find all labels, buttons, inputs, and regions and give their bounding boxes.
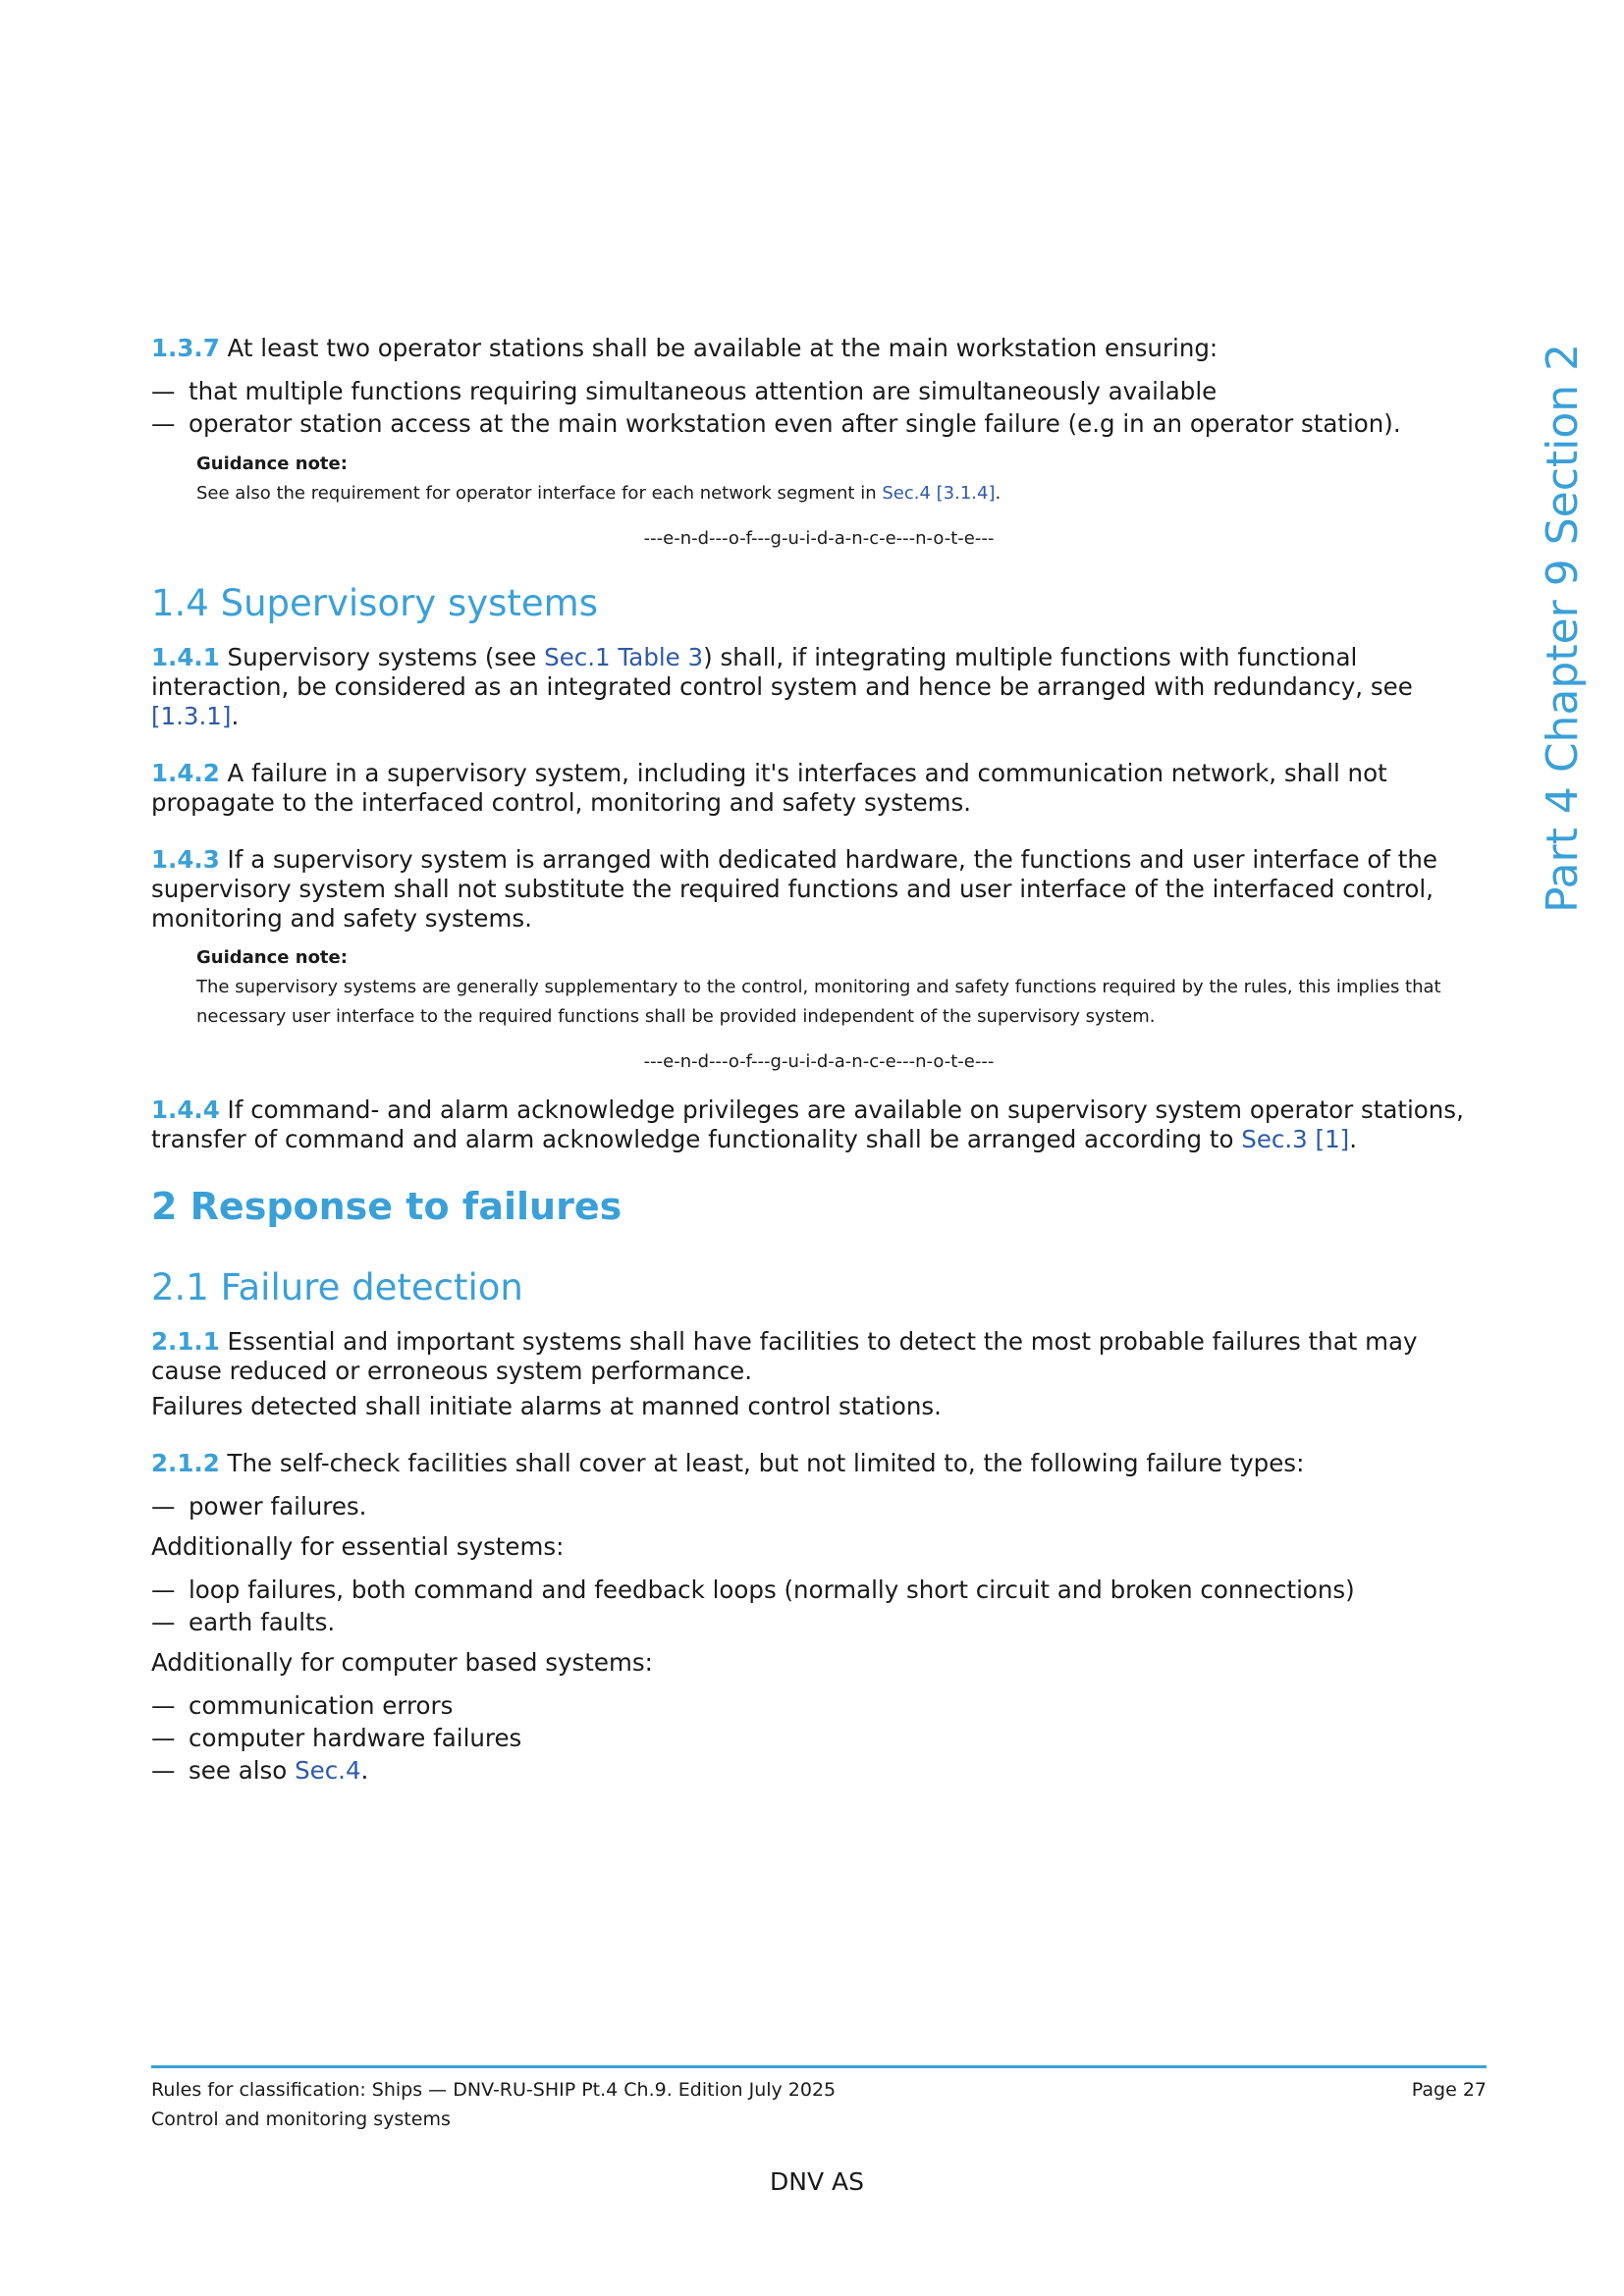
subheading-text: Additionally for essential systems:	[151, 1532, 565, 1561]
dash-icon: —	[151, 1724, 176, 1752]
list-item-text: .	[360, 1756, 369, 1785]
list-item	[151, 1606, 1487, 1638]
guidance-note	[196, 450, 1487, 508]
heading-2: 2 Response to failures	[151, 1185, 623, 1228]
footer-doc-title: Rules for classification: Ships — DNV-RU-SHIP Pt.4 Ch.9. Edition July 2025	[151, 2079, 837, 2101]
heading-1-4: 1.4 Supervisory systems	[151, 582, 599, 624]
clause-text: A failure in a supervisory system, including it's interfaces and communication network, shall not propagate to the interfaced control, monitoring and safety systems.	[151, 759, 1387, 817]
clause-2-1-1	[151, 1327, 1487, 1386]
clause-1-3-7	[151, 334, 1487, 363]
clause-2-1-2	[151, 1449, 1487, 1478]
heading-2-1: 2.1 Failure detection	[151, 1266, 523, 1308]
list-item	[151, 375, 1487, 407]
sec4-link[interactable]: Sec.4	[295, 1756, 361, 1785]
guidance-end-marker: ---e-n-d---o-f---g-u-i-d-a-n-c-e---n-o-t-e---	[643, 1051, 995, 1072]
page-content	[151, 334, 1487, 1787]
clause-text: Supervisory systems (see	[219, 643, 545, 671]
clause-text: Essential and important systems shall have facilities to detect the most probable failures that may cause reduced or erroneous system performance.	[151, 1327, 1418, 1385]
side-section-title: Part 4 Chapter 9 Section 2	[1538, 343, 1588, 913]
list-item	[151, 1574, 1487, 1606]
list-item-text: see also	[189, 1756, 296, 1785]
bullet-list	[151, 375, 1487, 440]
list-item-text: computer hardware failures	[189, 1724, 522, 1752]
clause-text-continued: Failures detected shall initiate alarms at manned control stations.	[151, 1392, 942, 1420]
guidance-title: Guidance note:	[196, 947, 348, 968]
footer-doc-subtitle: Control and monitoring systems	[151, 2109, 451, 2130]
dash-icon: —	[151, 1492, 176, 1521]
dash-icon: —	[151, 409, 176, 438]
clause-number: 2.1.2	[151, 1449, 220, 1477]
page-footer	[151, 2075, 1487, 2134]
clause-text: If command- and alarm acknowledge privileges are available on supervisory system operator stations, transfer of command and alarm acknowledge functionality shall be arranged according to	[151, 1095, 1464, 1153]
subheading-text: Additionally for computer based systems:	[151, 1648, 653, 1677]
list-item-text: communication errors	[189, 1691, 454, 1720]
clause-number: 1.4.1	[151, 643, 220, 671]
clause-1-4-4	[151, 1095, 1487, 1154]
footer-divider	[151, 2065, 1487, 2068]
list-item-text: that multiple functions requiring simultaneous attention are simultaneously available	[189, 377, 1218, 405]
bullet-list	[151, 1689, 1487, 1787]
guidance-title: Guidance note:	[196, 454, 348, 474]
sec1-table3-link[interactable]: Sec.1 Table 3	[544, 643, 704, 671]
guidance-link[interactable]: Sec.4 [3.1.4]	[882, 483, 996, 504]
clause-1-4-1	[151, 643, 1487, 731]
clause-number: 2.1.1	[151, 1327, 220, 1356]
guidance-note	[196, 943, 1487, 1032]
list-item	[151, 1490, 1487, 1522]
guidance-end-marker: ---e-n-d---o-f---g-u-i-d-a-n-c-e---n-o-t-e---	[643, 528, 995, 549]
clause-text: .	[1349, 1125, 1358, 1153]
guidance-text: The supervisory systems are generally supplementary to the control, monitoring and safety functions required by the rules, this implies that necessary user interface to the required functions shall be provided independent of the supervisory system.	[196, 977, 1441, 1027]
clause-number: 1.3.7	[151, 334, 220, 362]
clause-text: At least two operator stations shall be available at the main workstation ensuring:	[219, 334, 1218, 362]
clause-number: 1.4.2	[151, 759, 220, 787]
clause-1-4-2	[151, 759, 1487, 818]
list-item	[151, 1722, 1487, 1754]
clause-1-4-3	[151, 845, 1487, 934]
list-item	[151, 1754, 1487, 1787]
clause-text: If a supervisory system is arranged with dedicated hardware, the functions and user interface of the supervisory system shall not substitute the required functions and user interface of the interfaced control, monitoring and safety systems.	[151, 845, 1437, 933]
ref-1-3-1-link[interactable]: [1.3.1]	[151, 702, 232, 730]
guidance-text	[196, 479, 1487, 508]
page-number: Page 27	[1411, 2079, 1487, 2101]
dash-icon: —	[151, 1756, 176, 1785]
dash-icon: —	[151, 377, 176, 405]
bullet-list	[151, 1574, 1487, 1638]
list-item-text: loop failures, both command and feedback loops (normally short circuit and broken connections)	[189, 1575, 1355, 1604]
clause-text: The self-check facilities shall cover at least, but not limited to, the following failure types:	[219, 1449, 1305, 1477]
guidance-text-part: .	[995, 483, 1001, 504]
clause-number: 1.4.3	[151, 845, 220, 874]
list-item-text: operator station access at the main workstation even after single failure (e.g in an operator station).	[189, 409, 1401, 438]
clause-number: 1.4.4	[151, 1095, 220, 1124]
guidance-text-part: See also the requirement for operator interface for each network segment in	[196, 483, 883, 504]
clause-text: .	[231, 702, 240, 730]
company-name: DNV AS	[770, 2167, 864, 2196]
list-item-text: power failures.	[189, 1492, 367, 1521]
sec3-ref-link[interactable]: Sec.3 [1]	[1241, 1125, 1350, 1153]
list-item	[151, 407, 1487, 440]
bullet-list	[151, 1490, 1487, 1522]
dash-icon: —	[151, 1575, 176, 1604]
list-item-text: earth faults.	[189, 1608, 336, 1636]
clause-text: ) shall, if integrating multiple functions with functional interaction, be considered as an integrated control system and hence be arranged with redundancy, see	[151, 643, 1413, 701]
dash-icon: —	[151, 1691, 176, 1720]
dash-icon: —	[151, 1608, 176, 1636]
list-item	[151, 1689, 1487, 1722]
